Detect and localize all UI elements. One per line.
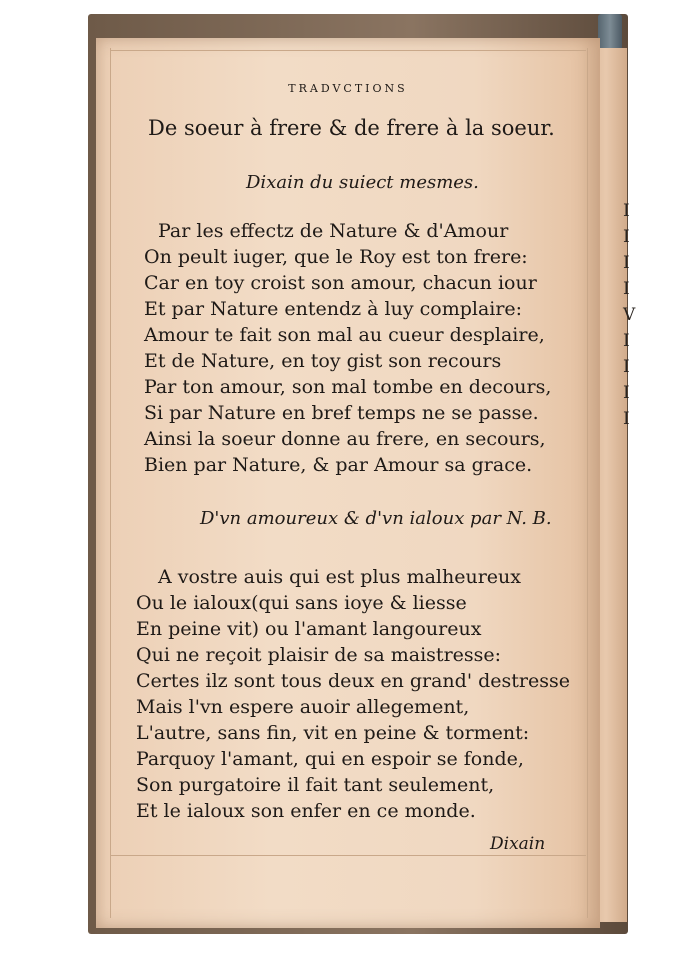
verse-line: Et le ialoux son enfer en ce monde.	[136, 800, 476, 822]
running-head: TRADVCTIONS	[288, 82, 408, 95]
facing-letter: I	[623, 383, 630, 403]
verse-line: Certes ilz sont tous deux en grand' destresse	[136, 670, 570, 692]
facing-letter: I	[623, 331, 630, 351]
verse-line: Et de Nature, en toy gist son recours	[144, 350, 502, 372]
verse-line: Parquoy l'amant, qui en espoir se fonde,	[136, 748, 524, 770]
verse-line: Si par Nature en bref temps ne se passe.	[144, 402, 539, 424]
page-rule-left	[110, 48, 111, 918]
facing-letter: I	[623, 409, 630, 429]
facing-letter: I	[623, 357, 630, 377]
facing-letter: I	[623, 279, 630, 299]
verse-line: Par les effectz de Nature & d'Amour	[158, 220, 509, 242]
verse-line: Son purgatoire il fait tant seulement,	[136, 774, 495, 796]
poem-title: D'vn amoureux & d'vn ialoux par N. B.	[200, 508, 552, 529]
facing-letter: I	[623, 227, 630, 247]
facing-page-letters	[623, 198, 635, 432]
facing-letter: V	[623, 305, 636, 325]
verse-line: L'autre, sans fin, vit en peine & torment:	[136, 722, 530, 744]
facing-letter: I	[623, 253, 630, 273]
verse-line: A vostre auis qui est plus malheureux	[158, 566, 521, 588]
book-page	[96, 38, 600, 928]
page-rule-top	[110, 50, 586, 51]
verse-line: En peine vit) ou l'amant langoureux	[136, 618, 482, 640]
verse-line: Qui ne reçoit plaisir de sa maistresse:	[136, 644, 502, 666]
verse-line: On peult iuger, que le Roy est ton frere:	[144, 246, 528, 268]
facing-letter: I	[623, 201, 630, 221]
verse-line: Et par Nature entendz à luy complaire:	[144, 298, 523, 320]
page-rule-right	[587, 48, 588, 918]
page-rule-bottom	[110, 855, 586, 856]
verse-line: Mais l'vn espere auoir allegement,	[136, 696, 470, 718]
verse-line: Ainsi la soeur donne au frere, en secours,	[144, 428, 546, 450]
verse-line: Bien par Nature, & par Amour sa grace.	[144, 454, 533, 476]
verse-line: Par ton amour, son mal tombe en decours,	[144, 376, 552, 398]
page-heading: De soeur à frere & de frere à la soeur.	[148, 116, 555, 140]
verse-line: Ou le ialoux(qui sans ioye & liesse	[136, 592, 467, 614]
verse-line: Car en toy croist son amour, chacun iour	[144, 272, 537, 294]
verse-line: Amour te fait son mal au cueur desplaire,	[144, 324, 545, 346]
poem-title: Dixain du suiect mesmes.	[246, 172, 479, 193]
catchword: Dixain	[490, 834, 546, 854]
